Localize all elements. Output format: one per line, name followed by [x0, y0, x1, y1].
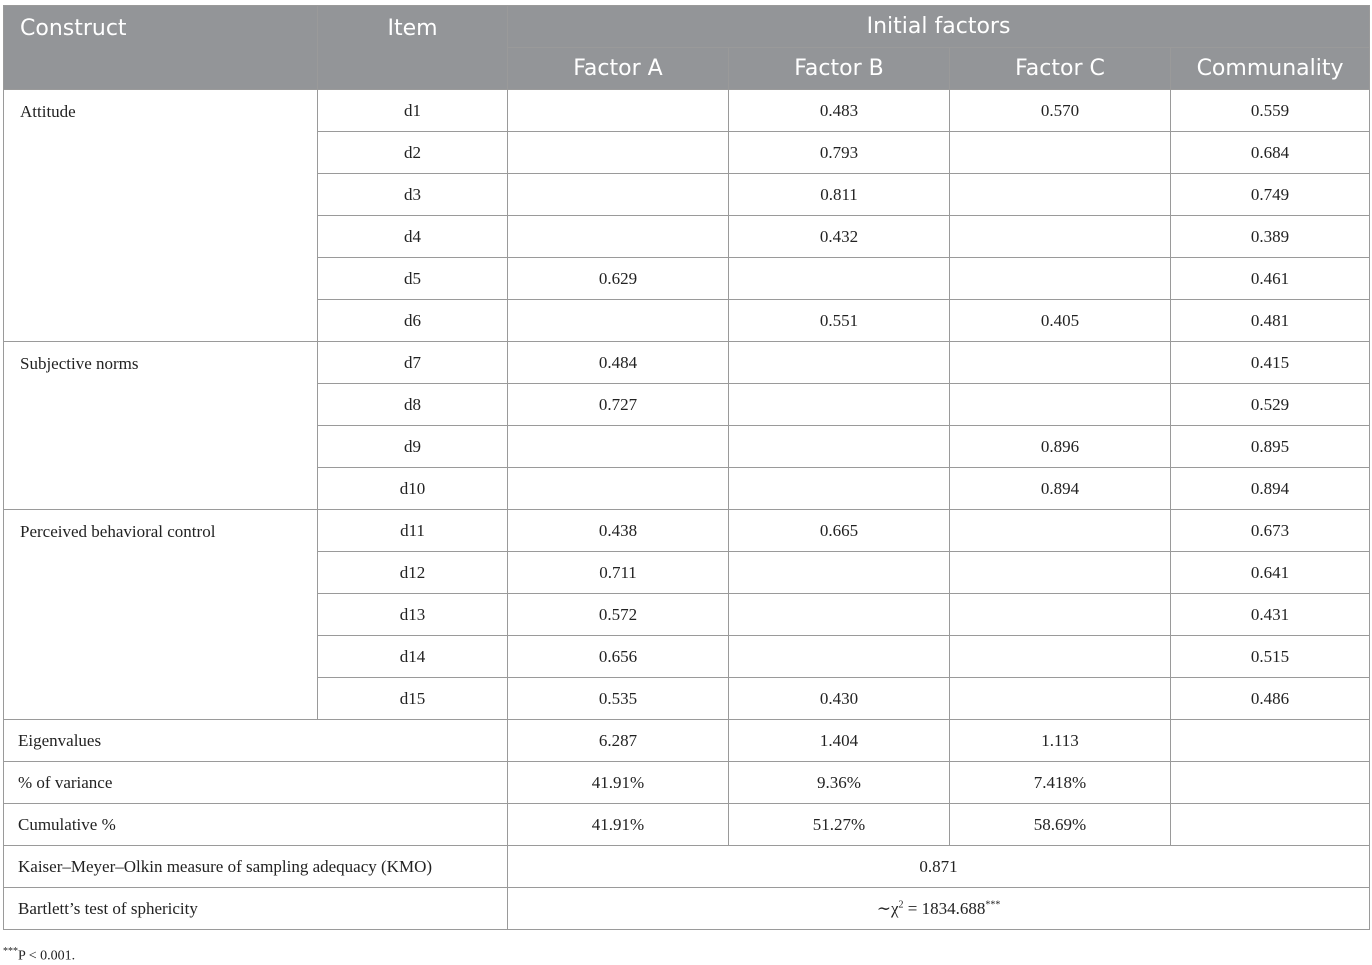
factor-a-cell	[508, 216, 729, 258]
factor-analysis-table	[3, 5, 1370, 930]
summary-label: Cumulative %	[4, 804, 508, 846]
factor-b-cell: 0.483	[729, 90, 950, 132]
factor-a-cell: 0.438	[508, 510, 729, 552]
bartlett-exponent: 2	[898, 898, 904, 910]
factor-a-cell: 0.572	[508, 594, 729, 636]
factor-b-cell	[729, 426, 950, 468]
communality-cell: 0.486	[1171, 678, 1370, 720]
factor-a-cell: 0.656	[508, 636, 729, 678]
summary-factor-b: 51.27%	[729, 804, 950, 846]
factor-b-cell: 0.430	[729, 678, 950, 720]
communality-cell: 0.529	[1171, 384, 1370, 426]
communality-cell: 0.461	[1171, 258, 1370, 300]
factor-c-cell	[950, 132, 1171, 174]
factor-b-cell: 0.432	[729, 216, 950, 258]
kmo-label: Kaiser–Meyer–Olkin measure of sampling adequacy (KMO)	[4, 846, 508, 888]
factor-b-cell	[729, 258, 950, 300]
factor-c-cell	[950, 594, 1171, 636]
factor-b-cell	[729, 636, 950, 678]
summary-label: % of variance	[4, 762, 508, 804]
summary-factor-b: 9.36%	[729, 762, 950, 804]
factor-c-cell	[950, 174, 1171, 216]
factor-c-cell	[950, 342, 1171, 384]
factor-c-cell: 0.405	[950, 300, 1171, 342]
factor-c-cell	[950, 216, 1171, 258]
summary-factor-b: 1.404	[729, 720, 950, 762]
table-row	[4, 510, 1370, 552]
item-cell: d8	[318, 384, 508, 426]
bartlett-chi: ∼χ	[876, 898, 899, 918]
kmo-row	[4, 846, 1370, 888]
communality-cell: 0.641	[1171, 552, 1370, 594]
factor-b-cell: 0.665	[729, 510, 950, 552]
header-factor-a: Factor A	[508, 48, 729, 90]
factor-a-cell	[508, 300, 729, 342]
factor-a-cell	[508, 468, 729, 510]
summary-factor-a: 6.287	[508, 720, 729, 762]
table-body	[4, 90, 1370, 930]
item-cell: d12	[318, 552, 508, 594]
item-cell: d9	[318, 426, 508, 468]
item-cell: d2	[318, 132, 508, 174]
header-construct: Construct	[4, 6, 318, 90]
communality-cell: 0.559	[1171, 90, 1370, 132]
header-communality: Communality	[1171, 48, 1370, 90]
factor-a-cell: 0.711	[508, 552, 729, 594]
factor-b-cell	[729, 468, 950, 510]
header-factor-b: Factor B	[729, 48, 950, 90]
factor-b-cell: 0.793	[729, 132, 950, 174]
header-factor-c: Factor C	[950, 48, 1171, 90]
item-cell: d6	[318, 300, 508, 342]
bartlett-statistic: = 1834.688	[903, 898, 986, 918]
factor-b-cell	[729, 594, 950, 636]
factor-a-cell: 0.629	[508, 258, 729, 300]
communality-cell: 0.431	[1171, 594, 1370, 636]
factor-b-cell	[729, 342, 950, 384]
factor-c-cell	[950, 678, 1171, 720]
communality-cell: 0.749	[1171, 174, 1370, 216]
item-cell: d5	[318, 258, 508, 300]
summary-factor-a: 41.91%	[508, 762, 729, 804]
communality-cell: 0.389	[1171, 216, 1370, 258]
item-cell: d11	[318, 510, 508, 552]
factor-a-cell	[508, 174, 729, 216]
kmo-value: 0.871	[508, 846, 1370, 888]
summary-factor-c: 1.113	[950, 720, 1171, 762]
construct-cell: Attitude	[4, 90, 318, 342]
factor-b-cell	[729, 384, 950, 426]
footnote-stars: ***	[3, 946, 18, 957]
item-cell: d1	[318, 90, 508, 132]
communality-cell: 0.415	[1171, 342, 1370, 384]
item-cell: d15	[318, 678, 508, 720]
factor-c-cell	[950, 510, 1171, 552]
item-cell: d14	[318, 636, 508, 678]
communality-cell: 0.515	[1171, 636, 1370, 678]
table-row	[4, 342, 1370, 384]
factor-b-cell	[729, 552, 950, 594]
header-initial-factors: Initial factors	[508, 6, 1370, 48]
factor-c-cell	[950, 384, 1171, 426]
table-row	[4, 90, 1370, 132]
item-cell: d4	[318, 216, 508, 258]
factor-b-cell: 0.811	[729, 174, 950, 216]
bartlett-stars: ***	[985, 898, 1001, 910]
footnote-text: P < 0.001.	[18, 948, 76, 964]
factor-a-cell	[508, 426, 729, 468]
item-cell: d3	[318, 174, 508, 216]
summary-row	[4, 804, 1370, 846]
bartlett-value	[508, 888, 1370, 930]
summary-communality	[1171, 762, 1370, 804]
summary-communality	[1171, 720, 1370, 762]
communality-cell: 0.895	[1171, 426, 1370, 468]
footnote	[3, 946, 75, 965]
communality-cell: 0.481	[1171, 300, 1370, 342]
summary-communality	[1171, 804, 1370, 846]
item-cell: d10	[318, 468, 508, 510]
factor-a-cell: 0.484	[508, 342, 729, 384]
construct-cell: Subjective norms	[4, 342, 318, 510]
item-cell: d13	[318, 594, 508, 636]
construct-cell: Perceived behavioral control	[4, 510, 318, 720]
summary-factor-c: 7.418%	[950, 762, 1171, 804]
factor-a-cell: 0.535	[508, 678, 729, 720]
factor-a-cell: 0.727	[508, 384, 729, 426]
header-item: Item	[318, 6, 508, 90]
factor-c-cell	[950, 636, 1171, 678]
communality-cell: 0.673	[1171, 510, 1370, 552]
communality-cell: 0.894	[1171, 468, 1370, 510]
communality-cell: 0.684	[1171, 132, 1370, 174]
bartlett-row	[4, 888, 1370, 930]
item-cell: d7	[318, 342, 508, 384]
factor-c-cell: 0.896	[950, 426, 1171, 468]
factor-c-cell: 0.894	[950, 468, 1171, 510]
factor-c-cell	[950, 552, 1171, 594]
factor-b-cell: 0.551	[729, 300, 950, 342]
summary-row	[4, 720, 1370, 762]
summary-factor-a: 41.91%	[508, 804, 729, 846]
summary-label: Eigenvalues	[4, 720, 508, 762]
summary-row	[4, 762, 1370, 804]
factor-c-cell	[950, 258, 1171, 300]
bartlett-label: Bartlett’s test of sphericity	[4, 888, 508, 930]
factor-a-cell	[508, 132, 729, 174]
summary-factor-c: 58.69%	[950, 804, 1171, 846]
factor-c-cell: 0.570	[950, 90, 1171, 132]
factor-a-cell	[508, 90, 729, 132]
